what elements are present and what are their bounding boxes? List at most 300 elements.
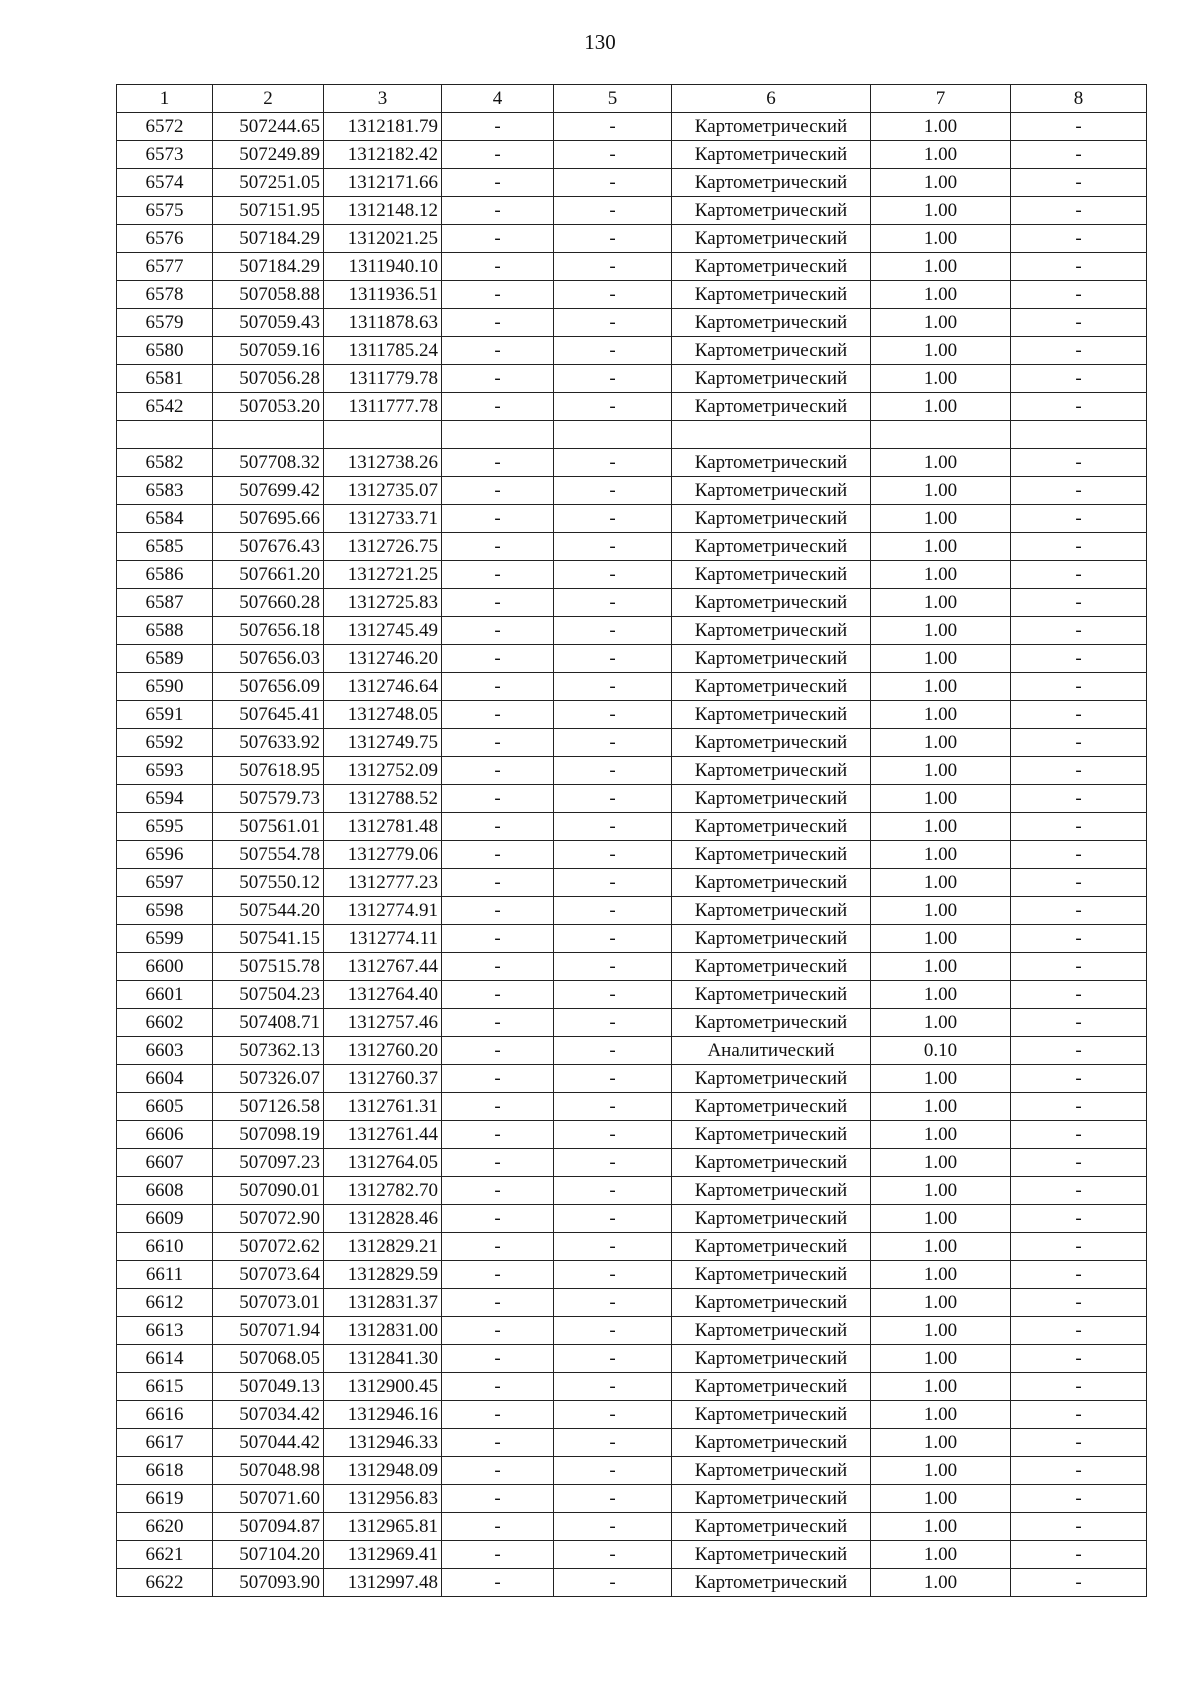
table-cell: - xyxy=(442,253,554,281)
table-cell: 6601 xyxy=(117,981,213,1009)
table-cell: - xyxy=(554,309,672,337)
table-cell: 6599 xyxy=(117,925,213,953)
table-cell: 1312831.37 xyxy=(324,1289,442,1317)
table-cell: 6619 xyxy=(117,1485,213,1513)
table-cell: Картометрический xyxy=(672,897,871,925)
table-cell: - xyxy=(1011,1037,1147,1065)
coordinates-table xyxy=(116,84,1147,1597)
table-cell: 1.00 xyxy=(871,1345,1011,1373)
table-cell: Картометрический xyxy=(672,1065,871,1093)
table-cell: - xyxy=(442,729,554,757)
table-cell xyxy=(117,421,213,449)
table-cell: 1.00 xyxy=(871,113,1011,141)
table-cell: 507053.20 xyxy=(213,393,324,421)
table-cell: 1.00 xyxy=(871,1009,1011,1037)
table-cell: - xyxy=(1011,645,1147,673)
table-cell: 1312148.12 xyxy=(324,197,442,225)
column-header: 3 xyxy=(324,85,442,113)
table-cell: - xyxy=(1011,757,1147,785)
table-cell: Картометрический xyxy=(672,617,871,645)
table-cell: 507661.20 xyxy=(213,561,324,589)
table-cell: 6585 xyxy=(117,533,213,561)
table-cell: Картометрический xyxy=(672,1093,871,1121)
table-row xyxy=(117,281,1147,309)
table-cell: 1312761.31 xyxy=(324,1093,442,1121)
table-cell: Картометрический xyxy=(672,533,871,561)
table-cell: 0.10 xyxy=(871,1037,1011,1065)
table-cell: 6613 xyxy=(117,1317,213,1345)
table-cell: Картометрический xyxy=(672,673,871,701)
table-row xyxy=(117,925,1147,953)
table-cell: 1312726.75 xyxy=(324,533,442,561)
table-cell: 1.00 xyxy=(871,757,1011,785)
table-cell: 507072.62 xyxy=(213,1233,324,1261)
table-cell: - xyxy=(442,1261,554,1289)
table-row xyxy=(117,505,1147,533)
table-cell: - xyxy=(442,1457,554,1485)
table-cell: - xyxy=(442,1373,554,1401)
table-cell: 1.00 xyxy=(871,869,1011,897)
table-header-row xyxy=(117,85,1147,113)
table-cell: - xyxy=(554,757,672,785)
table-cell: - xyxy=(554,141,672,169)
table-cell: - xyxy=(554,1513,672,1541)
table-row xyxy=(117,365,1147,393)
table-cell: - xyxy=(1011,169,1147,197)
table-cell: - xyxy=(1011,813,1147,841)
table-cell: 6578 xyxy=(117,281,213,309)
table-cell: 1312829.21 xyxy=(324,1233,442,1261)
table-cell: - xyxy=(1011,925,1147,953)
table-cell: - xyxy=(554,1093,672,1121)
table-cell: 507071.60 xyxy=(213,1485,324,1513)
table-cell: - xyxy=(1011,953,1147,981)
table-row xyxy=(117,673,1147,701)
table-cell: - xyxy=(554,897,672,925)
table-cell: Картометрический xyxy=(672,1233,871,1261)
table-cell: - xyxy=(1011,729,1147,757)
table-cell: 507048.98 xyxy=(213,1457,324,1485)
table-cell: 1.00 xyxy=(871,1233,1011,1261)
table-cell: - xyxy=(1011,477,1147,505)
table-cell: 1312749.75 xyxy=(324,729,442,757)
table-cell: - xyxy=(1011,449,1147,477)
table-cell: - xyxy=(554,337,672,365)
table-cell: Картометрический xyxy=(672,1205,871,1233)
table-row xyxy=(117,897,1147,925)
table-cell: 1312900.45 xyxy=(324,1373,442,1401)
table-row xyxy=(117,981,1147,1009)
table-cell: 1312767.44 xyxy=(324,953,442,981)
table-cell: - xyxy=(554,253,672,281)
table-cell: 6604 xyxy=(117,1065,213,1093)
table-cell: 507504.23 xyxy=(213,981,324,1009)
table-cell: - xyxy=(442,1345,554,1373)
table-cell: 1312721.25 xyxy=(324,561,442,589)
table-cell: - xyxy=(442,1429,554,1457)
table-cell: - xyxy=(554,281,672,309)
table-cell: - xyxy=(554,841,672,869)
table-cell: - xyxy=(442,841,554,869)
table-cell: 6617 xyxy=(117,1429,213,1457)
table-cell: 1.00 xyxy=(871,1541,1011,1569)
table-cell: Картометрический xyxy=(672,561,871,589)
table-cell: 1312746.20 xyxy=(324,645,442,673)
table-cell: 6620 xyxy=(117,1513,213,1541)
table-cell: 1312738.26 xyxy=(324,449,442,477)
table-cell: - xyxy=(554,701,672,729)
table-cell: Картометрический xyxy=(672,253,871,281)
table-cell: - xyxy=(554,1289,672,1317)
table-cell: 1312733.71 xyxy=(324,505,442,533)
table-cell: 1312777.23 xyxy=(324,869,442,897)
table-cell: Картометрический xyxy=(672,337,871,365)
table-row xyxy=(117,729,1147,757)
table-cell: - xyxy=(554,729,672,757)
table-cell: 1312181.79 xyxy=(324,113,442,141)
table-cell: Картометрический xyxy=(672,1177,871,1205)
table-cell xyxy=(554,421,672,449)
table-cell: 6609 xyxy=(117,1205,213,1233)
table-cell: Картометрический xyxy=(672,729,871,757)
table-cell: - xyxy=(1011,981,1147,1009)
table-row xyxy=(117,113,1147,141)
table-cell: 1.00 xyxy=(871,785,1011,813)
table-cell: - xyxy=(442,281,554,309)
table-cell: 1.00 xyxy=(871,813,1011,841)
table-cell xyxy=(213,421,324,449)
table-row xyxy=(117,785,1147,813)
table-cell: - xyxy=(1011,1401,1147,1429)
table-cell: - xyxy=(554,169,672,197)
table-cell: 1312828.46 xyxy=(324,1205,442,1233)
table-cell: 507695.66 xyxy=(213,505,324,533)
table-cell: 1.00 xyxy=(871,925,1011,953)
table-cell: - xyxy=(1011,197,1147,225)
table-cell: - xyxy=(1011,617,1147,645)
table-cell: 6598 xyxy=(117,897,213,925)
table-cell: 507326.07 xyxy=(213,1065,324,1093)
table-cell: 6596 xyxy=(117,841,213,869)
table-cell: Картометрический xyxy=(672,701,871,729)
table-cell: - xyxy=(442,1121,554,1149)
table-cell: 1.00 xyxy=(871,449,1011,477)
table-cell: - xyxy=(1011,673,1147,701)
table-cell: 507699.42 xyxy=(213,477,324,505)
table-row xyxy=(117,197,1147,225)
table-cell xyxy=(324,421,442,449)
table-cell: Картометрический xyxy=(672,1345,871,1373)
table-cell: 1.00 xyxy=(871,897,1011,925)
table-cell: - xyxy=(554,1345,672,1373)
table-cell: - xyxy=(1011,1261,1147,1289)
table-cell: Картометрический xyxy=(672,813,871,841)
table-cell: Картометрический xyxy=(672,1261,871,1289)
table-cell: - xyxy=(1011,1093,1147,1121)
table-cell: 507708.32 xyxy=(213,449,324,477)
table-row xyxy=(117,533,1147,561)
table-cell: 1312946.33 xyxy=(324,1429,442,1457)
table-cell: - xyxy=(442,701,554,729)
table-cell: - xyxy=(554,197,672,225)
table-cell: - xyxy=(554,1233,672,1261)
table-cell: 507676.43 xyxy=(213,533,324,561)
table-cell: - xyxy=(554,1065,672,1093)
table-cell xyxy=(442,421,554,449)
table-cell: - xyxy=(442,897,554,925)
table-cell: - xyxy=(1011,1513,1147,1541)
table-cell: 6586 xyxy=(117,561,213,589)
table-cell: 6589 xyxy=(117,645,213,673)
table-cell: 6615 xyxy=(117,1373,213,1401)
table-row xyxy=(117,1569,1147,1597)
table-cell: 1312745.49 xyxy=(324,617,442,645)
table-cell: - xyxy=(442,1569,554,1597)
table-cell: - xyxy=(442,141,554,169)
table-row-separator xyxy=(117,421,1147,449)
table-cell: 507244.65 xyxy=(213,113,324,141)
table-cell: 6593 xyxy=(117,757,213,785)
table-row xyxy=(117,393,1147,421)
table-cell: Картометрический xyxy=(672,1485,871,1513)
table-cell: - xyxy=(554,981,672,1009)
table-cell: - xyxy=(554,393,672,421)
table-cell: 1.00 xyxy=(871,197,1011,225)
table-cell: 1312946.16 xyxy=(324,1401,442,1429)
table-cell: 507093.90 xyxy=(213,1569,324,1597)
table-cell: - xyxy=(442,953,554,981)
table-cell: - xyxy=(442,365,554,393)
table-cell: - xyxy=(442,561,554,589)
table-cell: 6591 xyxy=(117,701,213,729)
table-row xyxy=(117,701,1147,729)
table-cell: - xyxy=(1011,1373,1147,1401)
table-cell: - xyxy=(1011,589,1147,617)
table-cell: 1.00 xyxy=(871,1457,1011,1485)
table-cell: 1.00 xyxy=(871,1373,1011,1401)
table-cell: - xyxy=(554,1149,672,1177)
table-cell: 1312764.40 xyxy=(324,981,442,1009)
table-cell: - xyxy=(442,1317,554,1345)
table-cell: 1312760.20 xyxy=(324,1037,442,1065)
table-cell: 6602 xyxy=(117,1009,213,1037)
table-cell: - xyxy=(554,1205,672,1233)
table-row xyxy=(117,645,1147,673)
table-cell: - xyxy=(442,1485,554,1513)
table-cell: 1.00 xyxy=(871,477,1011,505)
table-cell: 6572 xyxy=(117,113,213,141)
table-cell: - xyxy=(442,533,554,561)
table-cell: 6612 xyxy=(117,1289,213,1317)
table-cell: - xyxy=(1011,141,1147,169)
table-cell: 6576 xyxy=(117,225,213,253)
table-cell: Картометрический xyxy=(672,197,871,225)
table-row xyxy=(117,1373,1147,1401)
table-cell xyxy=(672,421,871,449)
table-row xyxy=(117,1177,1147,1205)
table-row xyxy=(117,841,1147,869)
table-cell: - xyxy=(442,113,554,141)
table-cell: - xyxy=(442,337,554,365)
table-cell: - xyxy=(554,589,672,617)
table-cell: 1.00 xyxy=(871,673,1011,701)
table-cell: - xyxy=(554,1457,672,1485)
table-cell: 507073.01 xyxy=(213,1289,324,1317)
table-cell: 507656.18 xyxy=(213,617,324,645)
table-row xyxy=(117,337,1147,365)
table-cell: Картометрический xyxy=(672,869,871,897)
table-cell: Картометрический xyxy=(672,1401,871,1429)
table-row xyxy=(117,141,1147,169)
table-cell: - xyxy=(554,477,672,505)
table-row xyxy=(117,1541,1147,1569)
table-cell: 1311878.63 xyxy=(324,309,442,337)
table-cell: 6594 xyxy=(117,785,213,813)
table-cell: 6606 xyxy=(117,1121,213,1149)
table-cell: 507541.15 xyxy=(213,925,324,953)
table-cell: 1.00 xyxy=(871,225,1011,253)
table-cell: 1.00 xyxy=(871,1317,1011,1345)
table-cell: Картометрический xyxy=(672,1289,871,1317)
table-cell: - xyxy=(442,617,554,645)
table-cell: - xyxy=(1011,337,1147,365)
table-cell: - xyxy=(1011,393,1147,421)
table-cell: 507362.13 xyxy=(213,1037,324,1065)
table-cell: - xyxy=(442,1541,554,1569)
table-cell: 507044.42 xyxy=(213,1429,324,1457)
table-cell: - xyxy=(442,1289,554,1317)
table-cell: 6621 xyxy=(117,1541,213,1569)
table-row xyxy=(117,1121,1147,1149)
table-cell: - xyxy=(442,1065,554,1093)
table-cell: Картометрический xyxy=(672,1121,871,1149)
table-cell: - xyxy=(442,757,554,785)
table-cell: - xyxy=(442,589,554,617)
table-row xyxy=(117,225,1147,253)
table-cell: 1.00 xyxy=(871,337,1011,365)
table-cell: 507034.42 xyxy=(213,1401,324,1429)
table-cell: Картометрический xyxy=(672,1541,871,1569)
table-cell: 1.00 xyxy=(871,309,1011,337)
table-cell: - xyxy=(1011,225,1147,253)
table-cell: 1312021.25 xyxy=(324,225,442,253)
table-cell: - xyxy=(554,813,672,841)
table-cell: 1312779.06 xyxy=(324,841,442,869)
table-cell: 507090.01 xyxy=(213,1177,324,1205)
table-cell: - xyxy=(442,645,554,673)
table-cell: 507515.78 xyxy=(213,953,324,981)
table-cell: Картометрический xyxy=(672,309,871,337)
table-cell: 1.00 xyxy=(871,701,1011,729)
table-row xyxy=(117,1457,1147,1485)
table-cell: - xyxy=(442,981,554,1009)
table-cell: - xyxy=(554,785,672,813)
table-cell: - xyxy=(442,785,554,813)
table-cell: Картометрический xyxy=(672,1009,871,1037)
table-cell: 1312725.83 xyxy=(324,589,442,617)
table-cell: - xyxy=(1011,113,1147,141)
table-cell: - xyxy=(1011,309,1147,337)
table-cell: 507656.09 xyxy=(213,673,324,701)
table-cell: - xyxy=(442,197,554,225)
table-cell: - xyxy=(442,673,554,701)
table-cell: - xyxy=(1011,869,1147,897)
table-cell: 507633.92 xyxy=(213,729,324,757)
table-cell: 507068.05 xyxy=(213,1345,324,1373)
table-cell: Картометрический xyxy=(672,1317,871,1345)
table-cell: - xyxy=(554,449,672,477)
table-cell: 507151.95 xyxy=(213,197,324,225)
table-cell: 507097.23 xyxy=(213,1149,324,1177)
table-cell: 507094.87 xyxy=(213,1513,324,1541)
column-header: 5 xyxy=(554,85,672,113)
table-cell: 1.00 xyxy=(871,1289,1011,1317)
table-cell: 1311936.51 xyxy=(324,281,442,309)
table-cell: 507071.94 xyxy=(213,1317,324,1345)
table-cell: 6573 xyxy=(117,141,213,169)
table-cell: 507059.16 xyxy=(213,337,324,365)
table-cell: 507554.78 xyxy=(213,841,324,869)
table-cell: - xyxy=(442,869,554,897)
table-cell: - xyxy=(554,1401,672,1429)
table-cell: 1312171.66 xyxy=(324,169,442,197)
table-cell: 1.00 xyxy=(871,1261,1011,1289)
table-cell: - xyxy=(442,1093,554,1121)
table-cell: 1312969.41 xyxy=(324,1541,442,1569)
table-cell: - xyxy=(1011,1065,1147,1093)
table-row xyxy=(117,757,1147,785)
table-cell: - xyxy=(1011,1149,1147,1177)
table-cell: Картометрический xyxy=(672,141,871,169)
table-cell: 507184.29 xyxy=(213,225,324,253)
table-cell: - xyxy=(1011,1317,1147,1345)
table-row xyxy=(117,1513,1147,1541)
table-cell: 507251.05 xyxy=(213,169,324,197)
table-cell: - xyxy=(1011,253,1147,281)
table-cell: - xyxy=(1011,785,1147,813)
table-cell: 1.00 xyxy=(871,1121,1011,1149)
table-cell: Картометрический xyxy=(672,225,871,253)
table-cell: - xyxy=(442,813,554,841)
table-cell: 6603 xyxy=(117,1037,213,1065)
table-cell: 1311779.78 xyxy=(324,365,442,393)
table-cell: 1312841.30 xyxy=(324,1345,442,1373)
table-cell: - xyxy=(442,1513,554,1541)
table-row xyxy=(117,1401,1147,1429)
table-cell: 507579.73 xyxy=(213,785,324,813)
table-cell: - xyxy=(1011,897,1147,925)
table-cell: - xyxy=(1011,1345,1147,1373)
column-header: 8 xyxy=(1011,85,1147,113)
table-cell: Картометрический xyxy=(672,449,871,477)
table-cell: - xyxy=(442,1401,554,1429)
table-cell: 507126.58 xyxy=(213,1093,324,1121)
table-cell: 6581 xyxy=(117,365,213,393)
table-cell: 1312748.05 xyxy=(324,701,442,729)
table-cell: - xyxy=(442,925,554,953)
table-row xyxy=(117,253,1147,281)
column-header: 6 xyxy=(672,85,871,113)
table-cell: - xyxy=(442,1149,554,1177)
table-cell: - xyxy=(554,505,672,533)
table-cell: 507098.19 xyxy=(213,1121,324,1149)
table-cell xyxy=(871,421,1011,449)
table-cell: - xyxy=(442,477,554,505)
table-cell: 6583 xyxy=(117,477,213,505)
table-cell: 507550.12 xyxy=(213,869,324,897)
table-cell: Картометрический xyxy=(672,477,871,505)
table-row xyxy=(117,813,1147,841)
